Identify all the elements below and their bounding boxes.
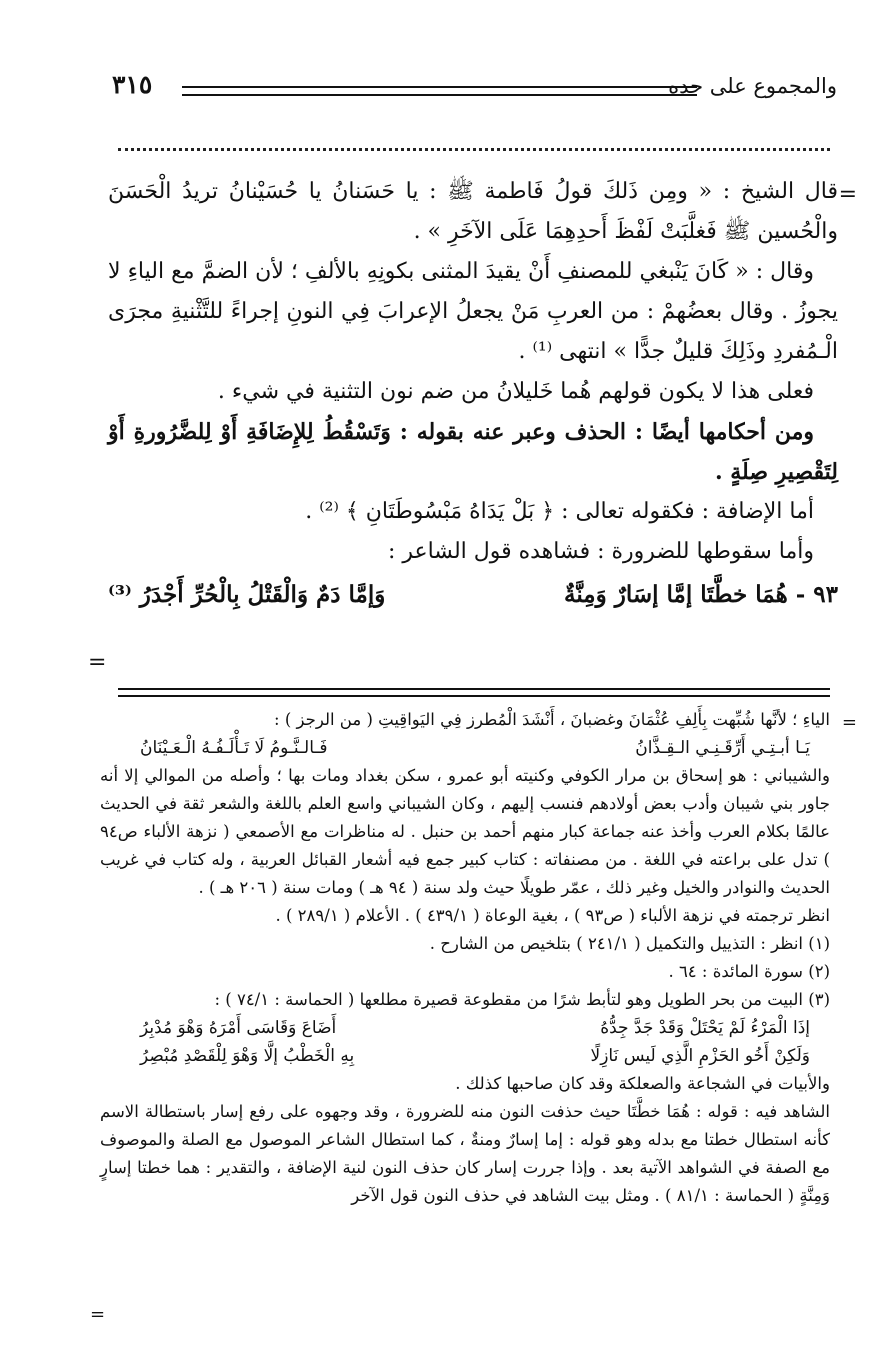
- paragraph-conclusion: فعلى هذا لا يكون قولهم هُما خَليلانُ من ضم نون التثنية في شيء .: [217, 379, 814, 404]
- running-title: والمجموع على حده: [668, 74, 837, 98]
- paragraph-idafa: أما الإضافة : فكقوله تعالى : ﴿ بَلْ يَدَاهُ مَبْسُوطَتَانِ ﴾ ⁽²⁾ .: [305, 499, 814, 524]
- verse-hemistich-2: وَإمَّا دَمٌ وَالْقَتْلُ بِالْحُرِّ أَجْدَرُ ⁽³⁾: [108, 581, 386, 608]
- footnote-2: (٢) سورة المائدة : ٦٤ .: [668, 962, 830, 981]
- note-verse-2: [100, 1042, 830, 1070]
- note-shaybani-refs: انظر ترجمته في نزهة الألباء ( ص٩٣ ) ، بغية الوعاة ( ٤٣٩/١ ) . الأعلام ( ٢٨٩/١ ) .: [275, 906, 830, 925]
- footnote-3: (٣) البيت من بحر الطويل وهو لتأبط شرًا من مقطوعة قصيرة مطلعها ( الحماسة : ٧٤/١ ) :: [214, 990, 830, 1009]
- rajaz-hemistich-1: يَـا أبـتِـي أَرِّقَـنِـي الـقِـذَّانُ: [635, 738, 810, 758]
- margin-marker-top: =: [838, 182, 857, 207]
- paragraph-sheikh-quote: قال الشيخ : « ومِن ذَلكَ قولُ فَاطمة ﷺ : يا حَسَنانُ يا حُسَيْنانُ تريدُ الْحَسَنَ والْحُسين ﷺ فَغلَّبَتْ لَفْظَ أَحدِهِمَا عَلَى الآخَرِ » .: [108, 179, 838, 244]
- note-verse-1: [100, 1014, 830, 1042]
- note-continuation: الياءِ ؛ لأنَّها شُبِّهت بِأَلِفِ عُثْمَانَ وغضبانَ ، أَنْشَدَ الْمُطرز فِي اليَواقِيتِ ( من الرجز ) :: [274, 710, 830, 729]
- poem-verse-93: [108, 574, 838, 616]
- note-verses-context: والأبيات في الشجاعة والصعلكة وقد كان صاحبها كذلك .: [455, 1074, 830, 1093]
- paragraph-darura: وأما سقوطها للضرورة : فشاهده قول الشاعر :: [387, 539, 814, 564]
- verse1-hemistich-1: إذَا الْمَرْءُ لَمْ يَحْتَلْ وَقَدْ جَدَّ جِدُّهُ: [600, 1018, 810, 1038]
- running-header: [112, 70, 837, 110]
- verse2-hemistich-1: وَلَكِنْ أَخُو الحَزْمِ الَّذِي لَيس نَازِلًا: [590, 1046, 810, 1066]
- dotted-separator: [118, 148, 830, 154]
- margin-marker-bottom: =: [90, 1304, 106, 1325]
- note-shaybani-bio: والشيباني : هو إسحاق بن مرار الكوفي وكنيته أبو عمرو ، سكن بغداد ومات بها ؛ وأصله من الموالي إلا أنه جاور بني شيبان وأدب بعض أولادهم فنسب إليهم ، وكان الشيباني واسع العلم باللغة والشعر ثقة في الحديث عالمًا بكلام العرب وأخذ عنه جماعة كبار منهم أحمد بن حنبل . له مناظرات مع الأصمعي ( نزهة الألباء ص٩٤ ) تدل على براعته في اللغة . من مصنفاته : كتاب كبير جمع فيه أشعار القبائل العربية ، وله كتاب في غريب الحديث والنوادر والخيل وغير ذلك ، عمّر طويلًا حيث ولد سنة ( ٩٤ هـ ) ومات سنة ( ٢٠٦ هـ ) .: [100, 766, 830, 897]
- page-number: ٣١٥: [112, 70, 153, 99]
- verse-first-hemistich: [564, 574, 838, 616]
- header-rule: [182, 86, 697, 96]
- margin-marker-verse: =: [88, 650, 107, 675]
- paragraph-author-comment: وقال : « كَانَ يَنْبغي للمصنفِ أَنْ يقيدَ المثنى بكونِهِ بالألفِ ؛ لأن الضمَّ مع الياءِ لا يجوزُ . وقال بعضُهمْ : من العربِ مَنْ يجعلُ الإعرابَ فِي النونِ إجراءً للتَّثْنيةِ مجرَى الْـمُفردِ وذَلِكَ قليلٌ جدًّا » انتهى ⁽¹⁾ .: [108, 259, 838, 364]
- footnote-separator: [118, 688, 830, 697]
- margin-marker-notes: =: [841, 712, 857, 733]
- footnote-1: (١) انظر : التذييل والتكميل ( ٢٤١/١ ) بتلخيص من الشارح .: [429, 934, 830, 953]
- verse1-hemistich-2: أَضَاعَ وَقَاسَى أَمْرَهُ وَهْوَ مُدْبِرُ: [140, 1018, 337, 1038]
- paragraph-rules: ومن أحكامها أيضًا : الحذف وعبر عنه بقوله : وَتَسْقُطُ لِلإِضَافَةِ أَوْ لِلضَّرُورةِ أَوْ لِتَقْصِيرِ صِلَةٍ .: [108, 419, 838, 485]
- note-verse-rajaz: [100, 734, 830, 762]
- footnotes: [100, 706, 830, 1210]
- verse-hemistich-1: هُمَا خطَّتَا إمَّا إسَارٌ وَمِنَّةٌ: [564, 581, 788, 608]
- rajaz-hemistich-2: فَـالـنَّـومُ لَا تَـأْلَـفُـهُ الْـعَـيْنَانُ: [140, 738, 328, 758]
- verse2-hemistich-2: بِهِ الْخَطْبُ إلَّا وَهْوَ لِلْقَصْدِ مُبْصِرُ: [140, 1046, 355, 1066]
- note-shahid: الشاهد فيه : قوله : هُمَا خطَّتَا حيث حذفت النون منه للضرورة ، وقد وجهوه على رفع إسار باستطالة الاسم كأنه استطال خطتا مع بدله وهو قوله : إما إسارٌ ومنةٌ ، كما استطال الشاعر الموصول مع الصلة والموصوف مع الصفة في الشواهد الآتية بعد . وإذا جررت إسار كان حذف النون لنية الإضافة ، والتقدير : هما خطتا إسارٍ وَمِنَّةٍ ( الحماسة : ٨١/١ ) . ومثل بيت الشاهد في حذف النون قول الآخر: [100, 1102, 830, 1205]
- verse-number: ٩٣ -: [787, 581, 838, 608]
- main-text: [108, 172, 838, 616]
